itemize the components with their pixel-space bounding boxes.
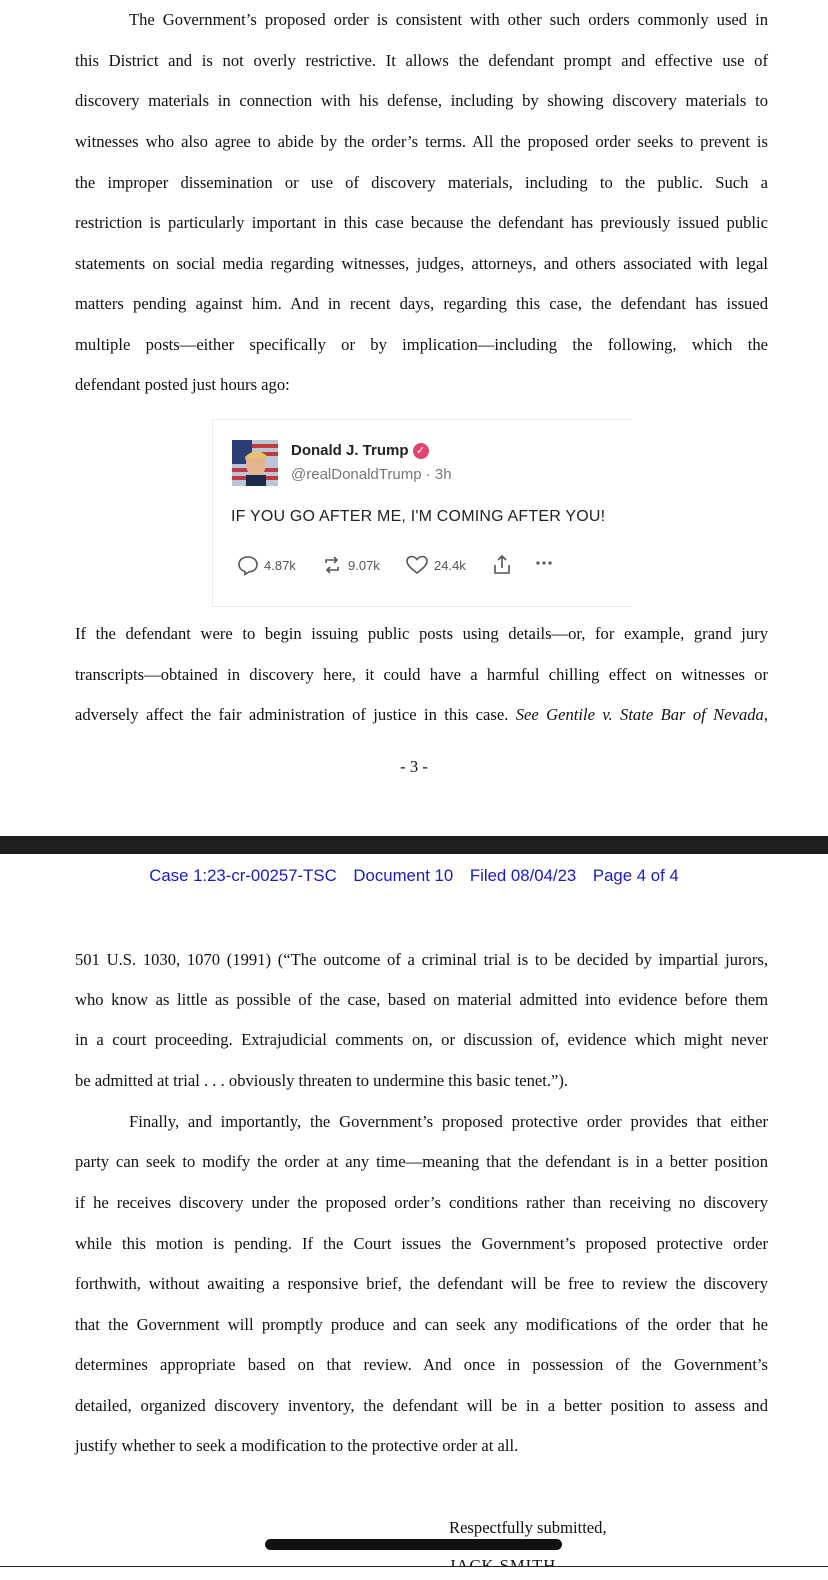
- paragraph-line: that the Government will promptly produce and can seek any modifications of the order that he: [75, 1315, 768, 1334]
- case-citation: See Gentile v. State Bar of Nevada: [515, 705, 764, 724]
- repost-icon: [321, 554, 343, 576]
- paragraph-line: multiple posts—either specifically or by implication—including the following, which the: [75, 335, 768, 354]
- filed-date: Filed 08/04/23: [469, 866, 577, 885]
- reply-icon: [237, 554, 259, 576]
- avatar: [232, 440, 278, 486]
- paragraph-line: witnesses who also agree to abide by the order’s terms. All the proposed order seeks to prevent is: [75, 132, 768, 151]
- paragraph-line: who know as little as possible of the case, based on material admitted into evidence before them: [75, 990, 768, 1009]
- more-icon: [533, 552, 555, 574]
- document-number: Document 10: [353, 866, 454, 885]
- share-icon: [491, 554, 513, 576]
- paragraph-line: restriction is particularly important in this case because the defendant has previously issued public: [75, 213, 768, 232]
- home-indicator[interactable]: [265, 1539, 562, 1550]
- paragraph-line: if he receives discovery under the proposed order’s conditions rather than receiving no discovery: [75, 1193, 768, 1212]
- like-action[interactable]: 24.4k: [405, 554, 466, 576]
- paragraph-line: determines appropriate based on that review. And once in possession of the Government’s: [75, 1355, 768, 1374]
- paragraph-line: transcripts—obtained in discovery here, it could have a harmful chilling effect on witnesses or: [75, 665, 768, 684]
- closing: Respectfully submitted,: [449, 1518, 607, 1537]
- paragraph-line: matters pending against him. And in recent days, regarding this case, the defendant has issued: [75, 294, 768, 313]
- paragraph-line: detailed, organized discovery inventory, the defendant will be in a better position to assess and: [75, 1396, 768, 1415]
- bottom-edge: [0, 1566, 828, 1580]
- paragraph-line: party can seek to modify the order at any time—meaning that the defendant is in a better position: [75, 1152, 768, 1171]
- embedded-social-post: [212, 419, 632, 607]
- page-count: Page 4 of 4: [592, 866, 679, 885]
- reply-action[interactable]: 4.87k: [237, 554, 296, 576]
- post-author: Donald J. Trump ✓: [291, 442, 429, 459]
- filing-header: [0, 866, 828, 886]
- paragraph-line: in a court proceeding. Extrajudicial comments on, or discussion of, evidence which might never: [75, 1030, 768, 1049]
- post-handle: @realDonaldTrump · 3h: [291, 466, 452, 483]
- case-number: Case 1:23-cr-00257-TSC: [149, 866, 337, 885]
- paragraph-line: defendant posted just hours ago:: [75, 375, 290, 394]
- signer-name-cutoff: [449, 1556, 556, 1563]
- post-text: IF YOU GO AFTER ME, I'M COMING AFTER YOU!: [231, 508, 606, 525]
- page-number: - 3 -: [400, 757, 428, 776]
- paragraph-line: discovery materials in connection with his defense, including by showing discovery materials to: [75, 91, 768, 110]
- verified-badge-icon: ✓: [413, 443, 429, 459]
- paragraph-line: this District and is not overly restrictive. It allows the defendant prompt and effective use of: [75, 51, 768, 70]
- heart-icon: [405, 554, 429, 576]
- paragraph-line: If the defendant were to begin issuing public posts using details—or, for example, grand jury: [75, 624, 768, 643]
- paragraph-line: the improper dissemination or use of discovery materials, including to the public. Such a: [75, 173, 768, 192]
- page-separator: [0, 836, 828, 854]
- more-action[interactable]: [533, 552, 560, 574]
- paragraph-line: Finally, and importantly, the Government’s proposed protective order provides that either: [129, 1112, 768, 1131]
- paragraph-line: be admitted at trial . . . obviously threaten to undermine this basic tenet.”).: [75, 1071, 569, 1090]
- paragraph-line-with-citation: adversely affect the fair administration of justice in this case. See Gentile v. State Bar of Nevada,: [75, 705, 768, 724]
- share-action[interactable]: [491, 554, 518, 576]
- paragraph-line: 501 U.S. 1030, 1070 (1991) (“The outcome of a criminal trial is to be decided by impartial jurors,: [75, 950, 768, 969]
- repost-action[interactable]: 9.07k: [321, 554, 380, 576]
- paragraph-line: statements on social media regarding witnesses, judges, attorneys, and others associated with legal: [75, 254, 768, 273]
- paragraph-line: The Government’s proposed order is consistent with other such orders commonly used in: [129, 10, 768, 29]
- paragraph-line: forthwith, without awaiting a responsive brief, the defendant will be free to review the discovery: [75, 1274, 768, 1293]
- paragraph-line: while this motion is pending. If the Court issues the Government’s proposed protective order: [75, 1234, 768, 1253]
- paragraph-line: justify whether to seek a modification to the protective order at all.: [75, 1436, 519, 1455]
